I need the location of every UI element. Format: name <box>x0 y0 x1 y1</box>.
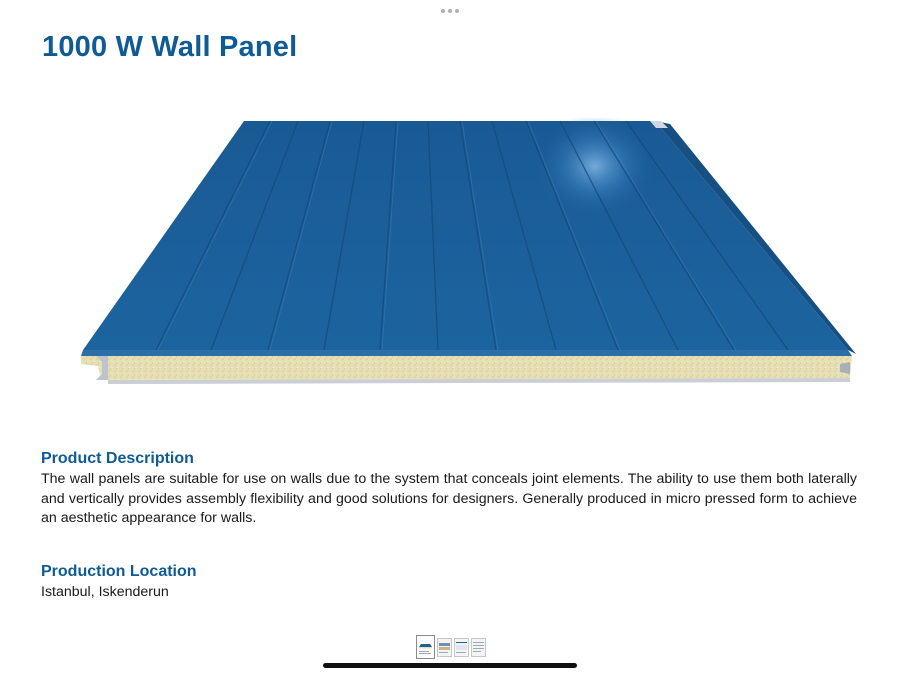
description-heading: Product Description <box>41 450 194 467</box>
description-text: The wall panels are suitable for use on walls due to the system that conceals joint elements. The ability to use them both laterally and vertically provides assembly flexibility and good solutions for designers. Generally produced in micro pressed form to achieve an aesthetic appearance for walls. <box>41 471 857 526</box>
multitasking-menu-icon[interactable] <box>441 8 459 14</box>
panel-glare <box>535 118 655 218</box>
production-location-heading: Production Location <box>41 563 197 580</box>
page-title: 1000 W Wall Panel <box>42 31 298 63</box>
panel-foam-core <box>81 356 852 380</box>
thumbnail-page-2[interactable] <box>437 638 452 657</box>
sandwich-panel-image <box>78 118 856 384</box>
thumbnail-page-3[interactable] <box>454 638 469 657</box>
home-indicator[interactable] <box>323 663 577 668</box>
thumbnail-page-1[interactable] <box>416 635 435 659</box>
thumbnail-page-4[interactable] <box>471 638 486 657</box>
production-location-text: Istanbul, Iskenderun <box>41 584 169 600</box>
page-thumbnail-strip <box>416 635 486 659</box>
